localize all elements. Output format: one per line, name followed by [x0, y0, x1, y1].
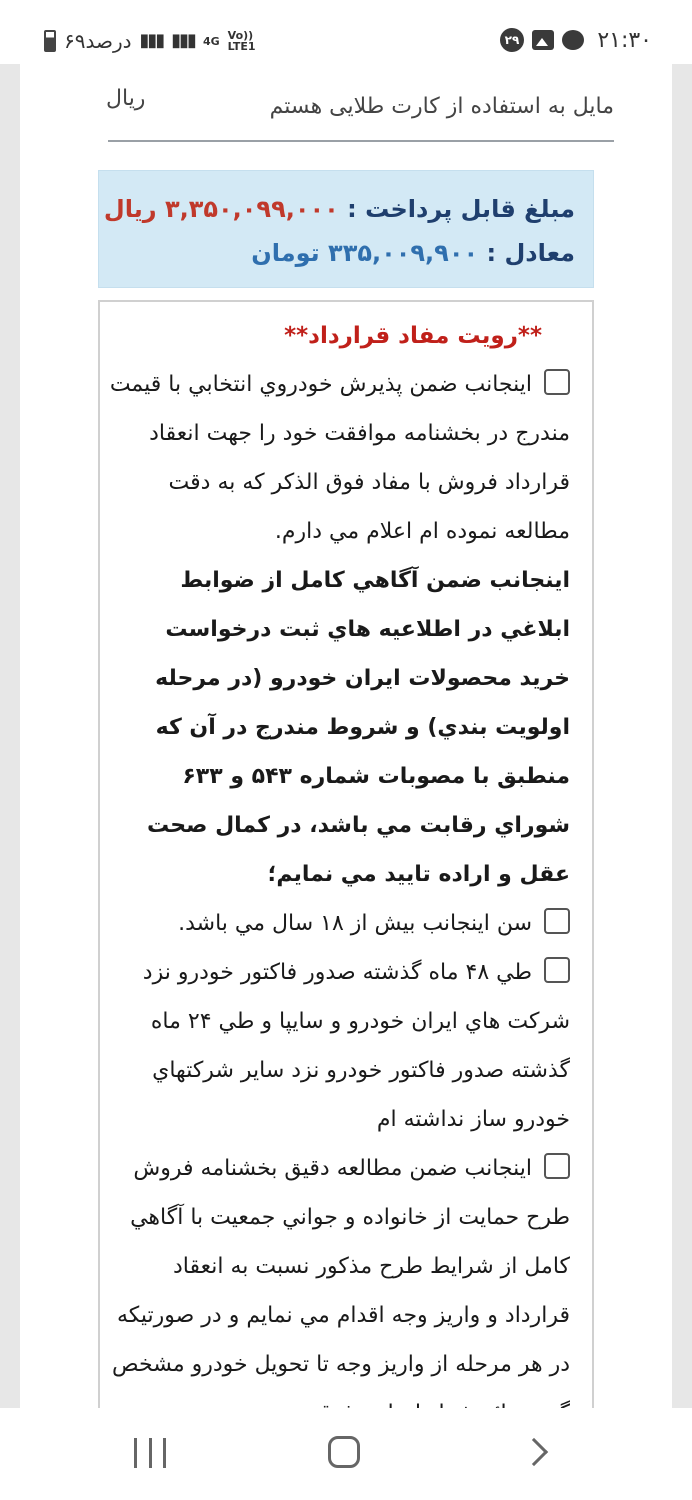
battery-percent: ۶۹درصد — [64, 29, 132, 53]
chat-icon — [562, 30, 584, 50]
signal-icon-2: ▮▮▮ — [171, 30, 195, 51]
term-3-text: طي ۴۸ ماه گذشته صدور فاكتور خودرو نزد شركت هاي ايران خودرو و سايپا و طي ۲۴ ماه گذشته صدور فاكتور خودرو نزد ساير شركتهاي خودرو ساز نداشته ام — [142, 960, 570, 1132]
payment-summary — [98, 170, 594, 288]
term-item-4 — [108, 1144, 570, 1438]
term-4-checkbox[interactable] — [544, 1153, 570, 1179]
payable-value: ۳,۳۵۰,۰۹۹,۰۰۰ ریال — [103, 195, 339, 223]
navigation-bar — [0, 1408, 692, 1500]
term-2-text: سن اينجانب بيش از ۱۸ سال مي باشد. — [178, 911, 532, 936]
volte-indicator: Vo)) LTE1 — [227, 29, 256, 53]
page-content — [20, 64, 672, 1408]
term-4-text: اينجانب ضمن مطالعه دقيق بخشنامه فروش طرح حمايت از خانواده و جواني جمعيت با آگاهي كامل از شرايط طرح مذكور نسبت به انعقاد قرارداد و واريز وجه اقدام مي نمايم و در صورتيكه در هر مرحله از واريز وجه تا تحويل خودرو مشخص — [112, 1156, 570, 1377]
term-1-text: اينجانب ضمن پذيرش خودروي انتخابي با قيمت مندرج در بخشنامه موافقت خود را جهت انعقاد قرارداد فروش با مفاد فوق الذكر كه به دقت مطالعه نموده ام اعلام مي دارم. — [109, 372, 570, 544]
badge-count-icon: ۲۹ — [500, 28, 524, 52]
battery-icon — [44, 30, 56, 52]
system-icons — [44, 28, 268, 54]
term-item-1 — [108, 360, 570, 556]
back-icon[interactable] — [520, 1438, 548, 1466]
term-3-checkbox[interactable] — [544, 957, 570, 983]
contract-terms — [98, 300, 594, 1440]
home-icon[interactable] — [328, 1436, 360, 1468]
signal-icon: ▮▮▮ — [139, 30, 164, 51]
term-item-2 — [108, 899, 570, 948]
terms-title: **رویت مفاد قرارداد** — [284, 323, 542, 349]
term-1-checkbox[interactable] — [544, 369, 570, 395]
equivalent-value: ۳۳۵,۰۰۹,۹۰۰ تومان — [251, 239, 479, 267]
equivalent-label: معادل : — [486, 239, 575, 267]
gold-card-option[interactable] — [108, 64, 614, 142]
terms-declaration: اينجانب ضمن آگاهي كامل از ضوابط ابلاغي در اطلاعيه هاي ثبت درخواست خريد محصولات ايران خودرو (در مرحله اولويت بندي) و شروط مندرج در آن كه منطبق با مصوبات شماره ۵۴۳ و ۶۳۳ شوراي رقابت مي باشد، در كمال صحت عقل و اراده تاييد مي نمايم؛ — [147, 568, 570, 887]
notification-icons — [500, 28, 584, 52]
clock: ۲۱:۳۰ — [597, 28, 652, 53]
equivalent-amount-line — [99, 231, 575, 275]
currency-unit: ریال — [106, 86, 146, 111]
gold-card-option-text: مایل به استفاده از کارت طلایی هستم — [269, 94, 614, 119]
status-bar — [0, 0, 692, 64]
network-type: 4G — [202, 34, 220, 48]
term-2-checkbox[interactable] — [544, 908, 570, 934]
gallery-icon — [532, 30, 554, 50]
recents-icon[interactable] — [134, 1438, 166, 1468]
payable-label: مبلغ قابل پرداخت : — [347, 195, 575, 223]
term-item-3 — [108, 948, 570, 1144]
payable-amount-line — [99, 187, 575, 231]
